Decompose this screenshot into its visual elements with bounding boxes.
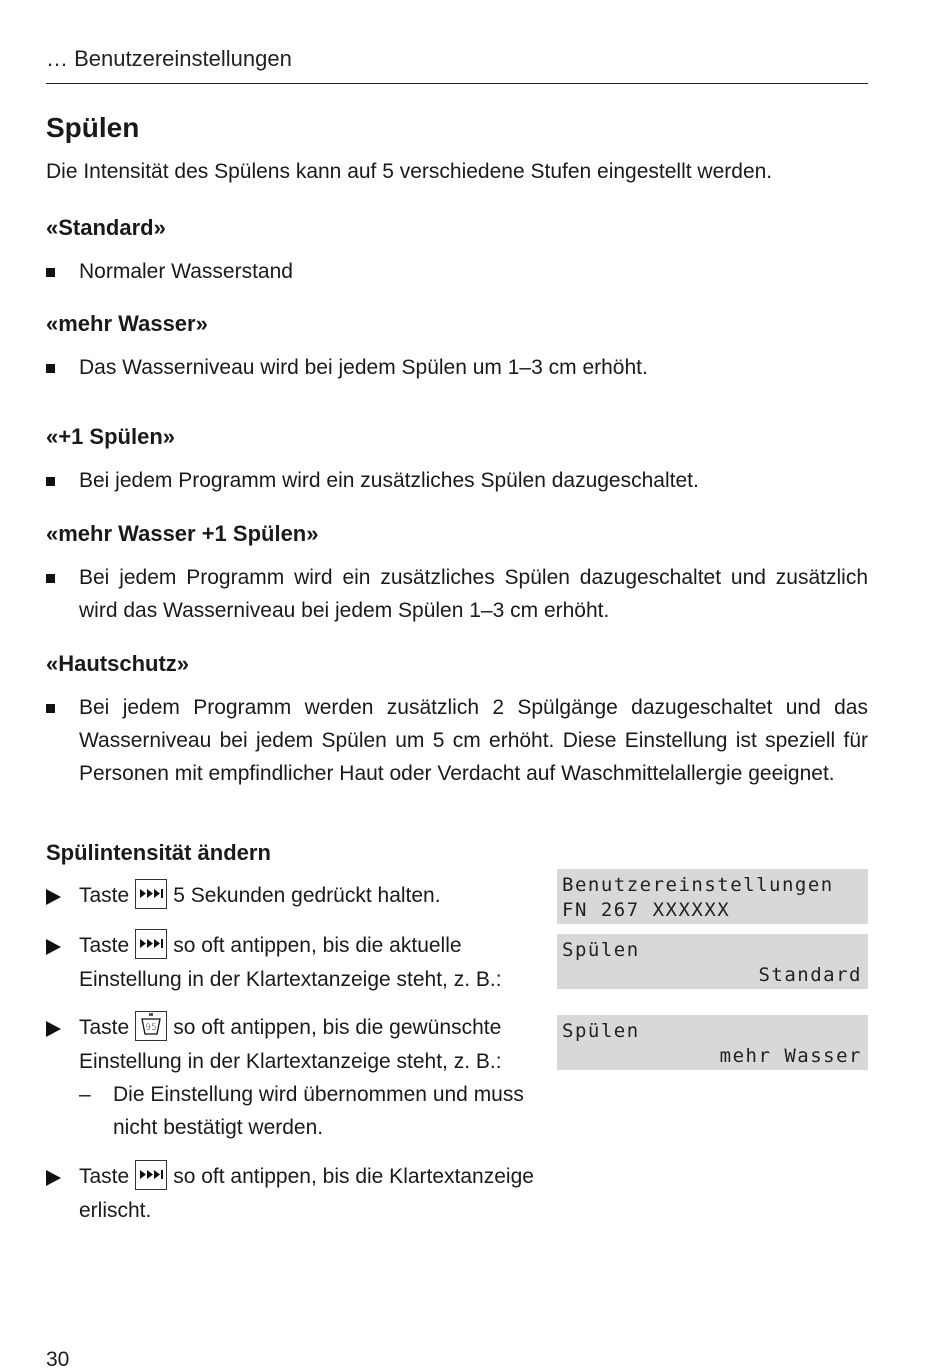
key-label: 95	[145, 1023, 157, 1034]
display-line1: Spülen	[562, 1020, 640, 1042]
page-number: 30	[46, 1348, 70, 1371]
header-divider	[46, 83, 868, 84]
square-bullet-icon	[46, 704, 55, 713]
bullet-text: Das Wasserniveau wird bei jedem Spülen um 1–3 cm erhöht.	[79, 356, 648, 379]
step-note: – Die Einstellung wird übernommen und muss nicht bestätigt werden.	[79, 1078, 551, 1144]
display-panel	[557, 934, 868, 989]
step-arrow-icon	[46, 939, 61, 955]
option-heading-hautschutz: «Hautschutz»	[46, 651, 190, 676]
display-panel	[557, 1015, 868, 1070]
option-bullet	[46, 255, 868, 288]
display-panel	[557, 869, 868, 924]
section-intro: Die Intensität des Spülens kann auf 5 verschiedene Stufen eingestellt werden.	[46, 160, 773, 183]
step-arrow-icon	[46, 1170, 61, 1186]
section-title: Spülen	[46, 112, 140, 143]
procedure-step	[46, 1160, 551, 1227]
option-bullet	[46, 691, 868, 790]
option-bullet	[46, 464, 868, 497]
display-line1: Spülen	[562, 939, 640, 961]
square-bullet-icon	[46, 574, 55, 583]
option-bullet	[46, 561, 868, 627]
procedure-heading: Spülintensität ändern	[46, 840, 271, 865]
bullet-text: Normaler Wasserstand	[79, 260, 293, 283]
option-bullet	[46, 351, 868, 384]
skip-forward-key-icon	[135, 1160, 167, 1190]
procedure-step	[46, 1011, 551, 1144]
step-arrow-icon	[46, 889, 61, 905]
skip-forward-key-icon	[135, 929, 167, 959]
display-line2: Standard	[758, 964, 862, 986]
bullet-text: Bei jedem Programm wird ein zusätzliches Spülen dazugeschaltet und zusätzlich wird das Wasserniveau bei jedem Spülen 1–3 cm erhöht.	[79, 566, 868, 622]
display-line2: FN 267 XXXXXX	[562, 899, 731, 921]
skip-forward-key-icon	[135, 879, 167, 909]
manual-page	[46, 0, 868, 1371]
temperature-95-key-icon	[135, 1011, 167, 1041]
bullet-text: Bei jedem Programm werden zusätzlich 2 Spülgänge dazugeschaltet und das Wasserniveau bei jedem Spülen um 5 cm erhöht. Diese Einstellung ist speziell für Personen mit empfindlicher Haut oder Verdacht auf Waschmittelallergie geeignet.	[79, 696, 868, 785]
square-bullet-icon	[46, 364, 55, 373]
display-line2: mehr Wasser	[719, 1045, 862, 1067]
option-heading-mehr-wasser: «mehr Wasser»	[46, 311, 208, 336]
running-header: … Benutzereinstellungen	[46, 46, 292, 71]
square-bullet-icon	[46, 477, 55, 486]
option-heading-standard: «Standard»	[46, 215, 166, 240]
step-text: Taste 95 so oft antippen, bis die gewünschte Einstellung in der Klartextanzeige steht, z. B.: – Die Einstellung wird übernommen und muss nicht bestätigt werden.	[79, 1011, 551, 1144]
square-bullet-icon	[46, 268, 55, 277]
display-line1: Benutzereinstellungen	[562, 874, 834, 896]
step-arrow-icon	[46, 1021, 61, 1037]
option-heading-mehr-wasser-plus1: «mehr Wasser +1 Spülen»	[46, 521, 319, 546]
bullet-text: Bei jedem Programm wird ein zusätzliches Spülen dazugeschaltet.	[79, 469, 699, 492]
note-dash: –	[79, 1083, 91, 1107]
step-text: Taste so oft antippen, bis die Klartextanzeige erlischt.	[79, 1160, 551, 1227]
procedure-step	[46, 929, 551, 996]
step-text: Taste 5 Sekunden gedrückt halten.	[79, 879, 551, 913]
step-text: Taste so oft antippen, bis die aktuelle Einstellung in der Klartextanzeige steht, z. B.:	[79, 929, 551, 996]
option-heading-plus1-spuelen: «+1 Spülen»	[46, 424, 176, 449]
procedure-step	[46, 879, 551, 913]
